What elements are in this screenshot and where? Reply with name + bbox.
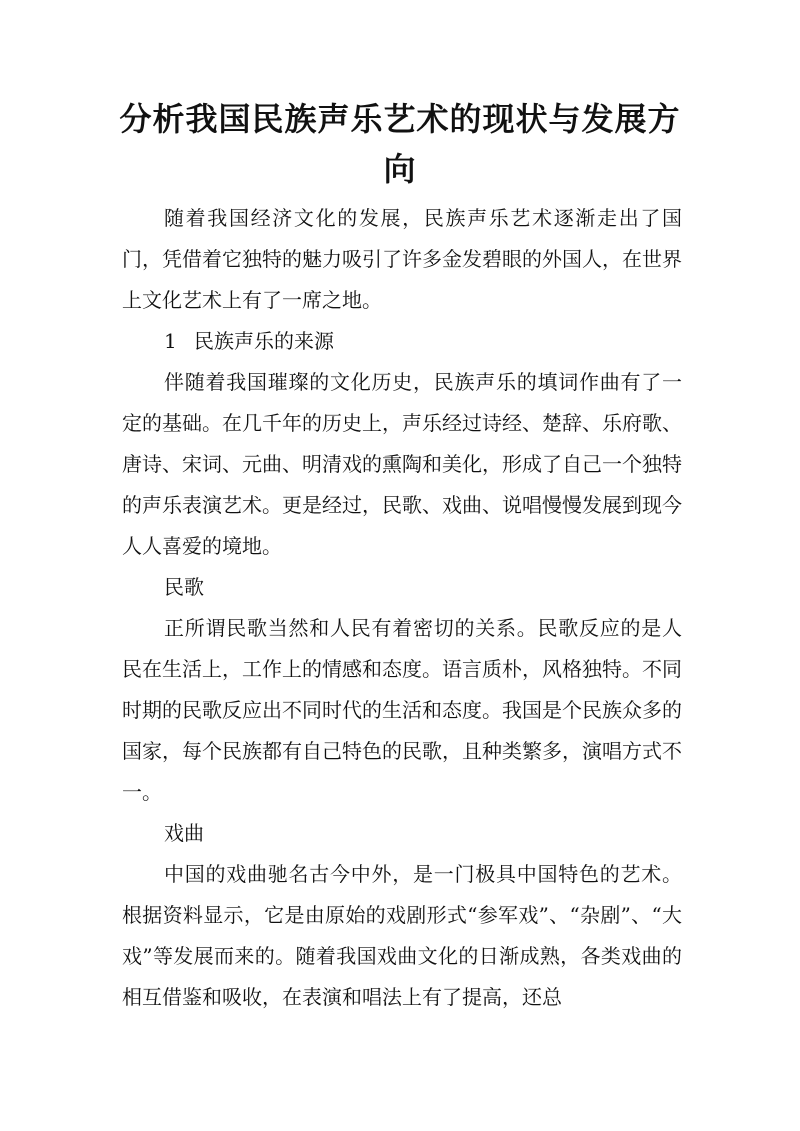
subheading-opera: 戏曲 — [164, 821, 204, 845]
document-title: 分析我国民族声乐艺术的现状与发展方向 — [119, 100, 681, 188]
paragraph-intro: 随着我国经济文化的发展，民族声乐艺术逐渐走出了国门，凭借着它独特的魅力吸引了许多金发碧眼的外国人，在世界上文化艺术上有了一席之地。 — [122, 206, 682, 312]
section-heading-text: 民族声乐的来源 — [194, 329, 334, 353]
paragraph-folk-song: 正所谓民歌当然和人民有着密切的关系。民歌反应的是人民在生活上，工作上的情感和态度。语言质朴，风格独特。不同时期的民歌反应出不同时代的生活和态度。我国是个民族众多的国家，每个民族都有自己特色的民歌，且种类繁多，演唱方式不一。 — [122, 616, 682, 804]
subheading-folk-song: 民歌 — [164, 575, 204, 599]
section-number: 1 — [164, 329, 177, 353]
section-heading-origin — [122, 321, 682, 362]
paragraph-opera: 中国的戏曲驰名古今中外，是一门极具中国特色的艺术。根据资料显示，它是由原始的戏剧形式“参军戏”、“杂剧”、“大戏”等发展而来的。随着我国戏曲文化的日渐成熟，各类戏曲的相互借鉴和吸收，在表演和唱法上有了提高，还总 — [122, 862, 682, 1009]
paragraph-origin: 伴随着我国璀璨的文化历史，民族声乐的填词作曲有了一定的基础。在几千年的历史上，声乐经过诗经、楚辞、乐府歌、唐诗、宋词、元曲、明清戏的熏陶和美化，形成了自己一个独特的声乐表演艺术。更是经过，民歌、戏曲、说唱慢慢发展到现今人人喜爱的境地。 — [122, 370, 682, 558]
document-body — [122, 198, 682, 1018]
